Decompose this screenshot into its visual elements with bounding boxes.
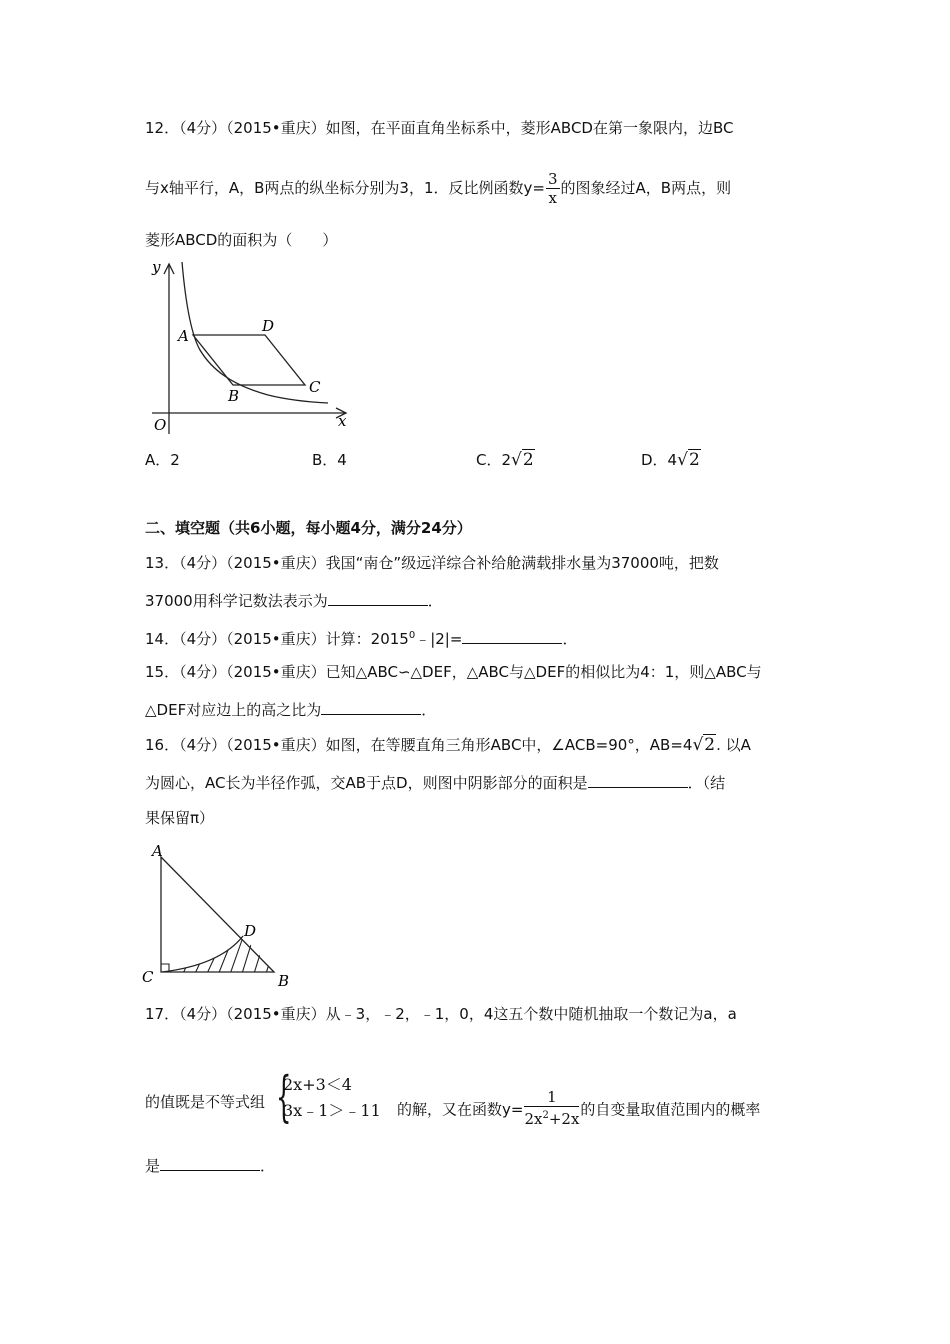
q12-rhombus	[193, 335, 305, 385]
q12-label-o: O	[154, 416, 167, 434]
q15-line-2	[145, 699, 436, 720]
q17-fraction-denominator	[524, 1107, 579, 1128]
q17-den-end: +2x	[548, 1110, 580, 1128]
q12-line-2-start: 与x轴平行，A，B两点的纵坐标分别为3，1．反比例函数y=	[145, 179, 545, 197]
q16-line-2	[145, 772, 725, 793]
q17-line-2-rest	[397, 1088, 761, 1128]
q16-label-a: A	[152, 842, 163, 860]
q16-label-c: C	[142, 968, 154, 986]
q13-answer-blank[interactable]	[328, 590, 428, 606]
q12-figure	[140, 258, 360, 438]
q12-line-2-end: 的图象经过A，B两点，则	[560, 179, 732, 197]
q16-shaded-region	[180, 935, 278, 980]
q17-fraction	[524, 1088, 579, 1128]
q12-label-y: y	[152, 258, 161, 276]
q12-label-d: D	[262, 317, 275, 335]
q14-line	[145, 626, 577, 649]
q12-option-d-radicand: 2	[688, 450, 700, 470]
q14-text-end: ﹣|2|=	[415, 630, 463, 648]
q12-option-c-radicand: 2	[522, 450, 534, 470]
q12-fraction-denominator: x	[548, 189, 557, 207]
q17-line-1: 17．（4分）（2015•重庆）从﹣3，﹣2，﹣1，0，4这五个数中随机抽取一个数记为a，a	[145, 1005, 737, 1023]
q17-den-start: 2x	[524, 1110, 543, 1128]
q13-line-1: 13．（4分）（2015•重庆）我国“南仓”级远洋综合补给舱满载排水量为37000吨，把数	[145, 554, 719, 572]
q12-label-c: C	[309, 378, 321, 396]
q12-option-c	[476, 450, 535, 470]
q14-text-start: 14．（4分）（2015•重庆）计算：2015	[145, 630, 409, 648]
q12-option-d-coef: D．4	[641, 451, 678, 469]
q17-fraction-numerator: 1	[524, 1088, 579, 1107]
q17-inequality-1: 2x+3＜4	[283, 1075, 352, 1094]
q12-line-3: 菱形ABCD的面积为（ ）	[145, 231, 338, 249]
q16-line-1	[145, 735, 751, 755]
q16-answer-blank[interactable]	[588, 772, 688, 788]
q12-label-b: B	[228, 387, 240, 405]
q17-system-brace: {	[276, 1065, 292, 1128]
q12-option-c-sqrt: √2	[511, 450, 534, 470]
q13-end: ．	[427, 592, 443, 610]
q17-line-3-text: 是	[145, 1157, 161, 1175]
q12-option-a: A．2	[145, 451, 180, 469]
q16-sqrt: √2	[692, 735, 716, 755]
q12-option-b: B．4	[312, 451, 347, 469]
q16-radicand: 2	[704, 735, 716, 755]
q14-end: ．	[562, 630, 578, 648]
q16-arc	[162, 936, 243, 972]
q16-line-3: 果保留π）	[145, 809, 215, 827]
q13-line-2-text: 37000用科学记数法表示为	[145, 592, 328, 610]
q12-hyperbola-curve	[182, 262, 328, 403]
q13-line-2	[145, 590, 443, 611]
q12-option-d	[641, 450, 701, 470]
q17-den-exponent: 2	[542, 1110, 549, 1121]
q15-line-1: 15．（4分）（2015•重庆）已知△ABC∽△DEF，△ABC与△DEF的相似比为4：1，则△ABC与	[145, 663, 762, 681]
q17-line-2-start: 的值既是不等式组	[145, 1093, 266, 1111]
q17-line-2-end: 的自变量取值范围内的概率	[580, 1100, 761, 1119]
q16-triangle	[161, 857, 274, 972]
q12-label-x: x	[338, 412, 347, 430]
q15-end: ．	[421, 701, 437, 719]
q17-inequality-2: 3x﹣1＞﹣11	[283, 1101, 381, 1120]
section-2-title: 二、填空题（共6小题，每小题4分，满分24分）	[145, 519, 472, 537]
q12-option-c-coef: C．2	[476, 451, 512, 469]
q17-answer-blank[interactable]	[160, 1155, 260, 1171]
q12-fraction	[546, 170, 560, 207]
q16-line-2-end: ．（结	[687, 774, 726, 792]
q16-figure	[140, 840, 300, 990]
q16-line-1-start: 16．（4分）（2015•重庆）如图，在等腰直角三角形ABC中，∠ACB=90°，AB=4	[145, 736, 693, 754]
q16-line-2-start: 为圆心，AC长为半径作弧，交AB于点D，则图中阴影部分的面积是	[145, 774, 588, 792]
q12-option-d-sqrt: √2	[677, 450, 700, 470]
q17-end: ．	[260, 1157, 276, 1175]
q17-inequality-system	[283, 1072, 381, 1124]
q14-answer-blank[interactable]	[462, 628, 562, 644]
q12-label-a: A	[178, 327, 189, 345]
q17-line-3	[145, 1155, 275, 1176]
q12-fraction-numerator: 3	[547, 170, 558, 188]
q14-exponent: 0	[408, 630, 416, 641]
q17-line-2-mid: 的解，又在函数y=	[397, 1100, 524, 1119]
q16-label-b: B	[278, 972, 290, 990]
q16-label-d: D	[244, 922, 257, 940]
q15-line-2-text: △DEF对应边上的高之比为	[145, 701, 322, 719]
q16-line-1-end: . 以A	[716, 736, 751, 754]
q12-line-2	[145, 170, 731, 207]
q15-answer-blank[interactable]	[321, 699, 421, 715]
q12-line-1: 12．（4分）（2015•重庆）如图，在平面直角坐标系中，菱形ABCD在第一象限内，边BC	[145, 119, 734, 137]
